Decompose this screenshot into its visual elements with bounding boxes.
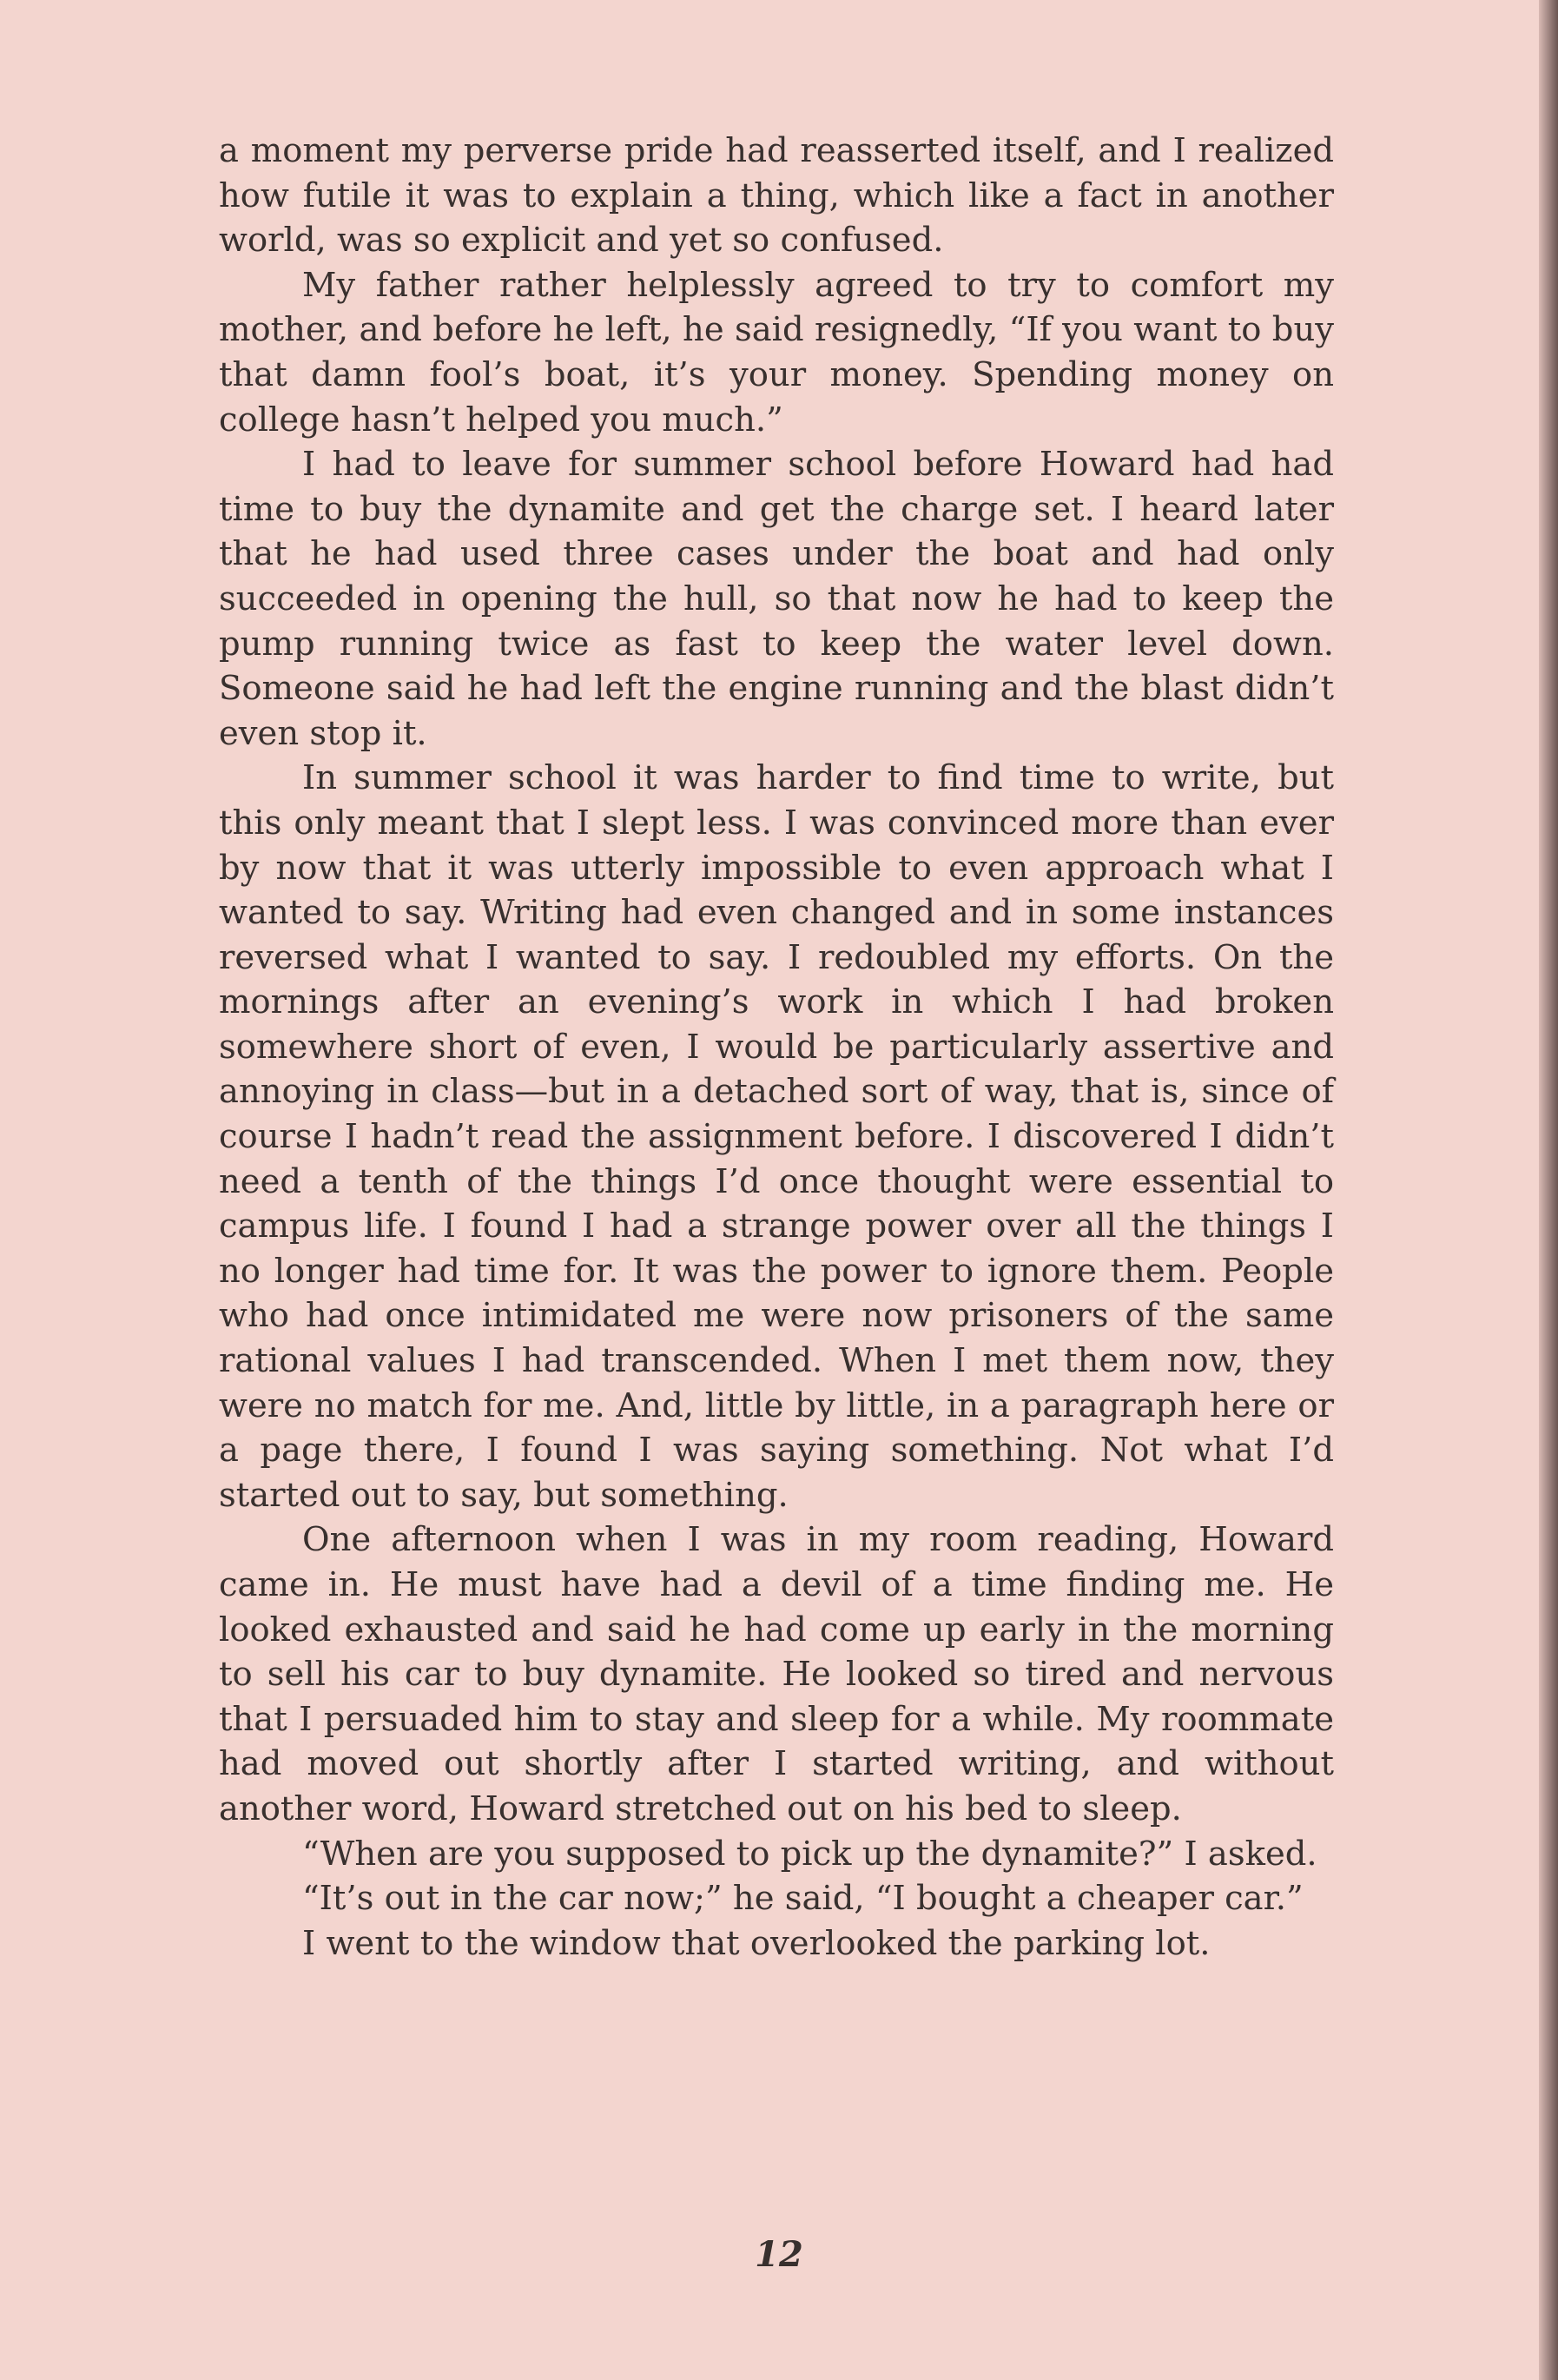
paragraph-7: “It’s out in the car now;” he said, “I bought a cheaper car.” xyxy=(302,1879,1304,1919)
paragraph-4: In summer school it was harder to find time to write, but this only meant that I slept less. I was convinced more than ever by now that it was utterly impossible to even approach what I wanted to say. Writing had even changed and in some instances reversed what I wanted to say. I redoubled my efforts. On the mornings after an evening’s work in which I had broken somewhere short of even, I would be particularly assertive and annoying in class—but in a detached sort of way, that is, since of course I hadn’t read the assignment before. I discovered I didn’t need a tenth of the things I’d once thought were essential to campus life. I found I had a strange power over all the things I no longer had time for. It was the power to ignore them. People who had once intimidated me were now prisoners of the same rational values I had transcended. When I met them now, they were no match for me. And, little by little, in a paragraph here or a page there, I found I was saying something. Not what I’d started out to say, but something. xyxy=(219,758,1334,1515)
paragraph-8: I went to the window that overlooked the parking lot. xyxy=(302,1923,1211,1963)
paragraph-6: “When are you supposed to pick up the dynamite?” I asked. xyxy=(302,1834,1317,1874)
paragraph-3: I had to leave for summer school before Howard had had time to buy the dynamite and get the charge set. I heard later that he had used three cases under the boat and had only succeeded in opening the hull, so that now he had to keep the pump running twice as fast to keep the water level down. Someone said he had left the engine running and the blast didn’t even stop it. xyxy=(219,445,1334,753)
body-text xyxy=(219,129,1334,1966)
paragraph-5: One afternoon when I was in my room reading, Howard came in. He must have had a devil of a time finding me. He looked exhausted and said he had come up early in the morning to sell his car to buy dynamite. He looked so tired and nervous that I persuaded him to stay and sleep for a while. My roommate had moved out shortly after I started writing, and without another word, Howard stretched out on his bed to sleep. xyxy=(219,1520,1334,1828)
page-binding-edge xyxy=(1539,0,1558,2380)
paragraph-1: a moment my perverse pride had reasserted itself, and I realized how futile it was to explain a thing, which like a fact in another world, was so explicit and yet so confused. xyxy=(219,131,1334,261)
page-number: 12 xyxy=(755,2234,803,2275)
paragraph-2: My father rather helplessly agreed to try to comfort my mother, and before he left, he said resignedly, “If you want to buy that damn fool’s boat, it’s your money. Spending money on college hasn’t helped you much.” xyxy=(219,265,1334,440)
